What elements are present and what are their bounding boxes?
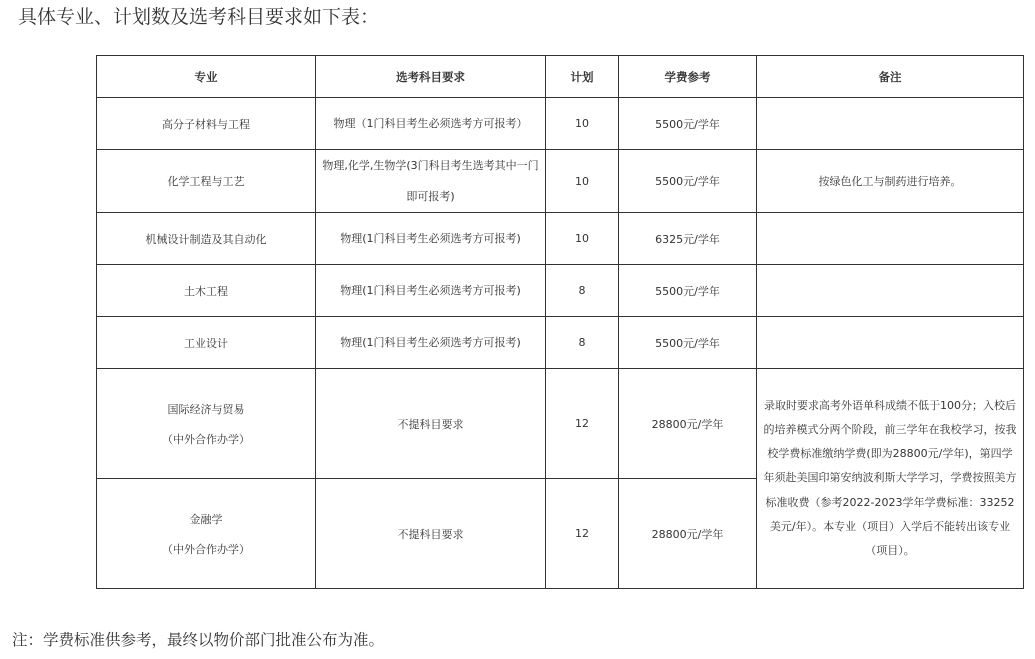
header-note: 备注 xyxy=(757,56,1024,98)
table-row xyxy=(97,98,1024,150)
fee-cell: 5500元/学年 xyxy=(619,265,757,317)
fee-cell: 5500元/学年 xyxy=(619,98,757,150)
major-name: 金融学 xyxy=(189,512,223,526)
major-cell: 高分子材料与工程 xyxy=(97,98,316,150)
shared-note-cell: 录取时要求高考外语单科成绩不低于100分；入校后的培养模式分两个阶段，前三学年在我校学习，按我校学费标准缴纳学费(即为28800元/学年)，第四学年须赴美国印第安纳波利斯大学学习，学费按照美方标准收费（参考2022-2023学年学费标准：33252美元/年）。本专业（项目）入学后不能转出该专业（项目）。 xyxy=(757,369,1024,589)
fee-cell: 5500元/学年 xyxy=(619,317,757,369)
note-cell xyxy=(757,317,1024,369)
plan-cell: 8 xyxy=(546,265,619,317)
note-cell xyxy=(757,265,1024,317)
fee-cell: 28800元/学年 xyxy=(619,369,757,479)
plan-cell: 8 xyxy=(546,317,619,369)
majors-table xyxy=(96,55,1024,589)
header-subject: 选考科目要求 xyxy=(316,56,546,98)
fee-cell: 6325元/学年 xyxy=(619,213,757,265)
subject-cell: 物理(1门科目考生必须选考方可报考) xyxy=(316,213,546,265)
note-cell: 按绿色化工与制药进行培养。 xyxy=(757,150,1024,213)
table-row xyxy=(97,265,1024,317)
major-name: 国际经济与贸易 xyxy=(167,402,245,416)
table-row xyxy=(97,150,1024,213)
plan-cell: 12 xyxy=(546,479,619,589)
header-fee: 学费参考 xyxy=(619,56,757,98)
major-subtitle: （中外合作办学） xyxy=(162,432,250,446)
subject-cell: 物理（1门科目考生必须选考方可报考） xyxy=(316,98,546,150)
major-cell: 土木工程 xyxy=(97,265,316,317)
major-cell xyxy=(97,479,316,589)
note-cell xyxy=(757,213,1024,265)
intro-heading: 具体专业、计划数及选考科目要求如下表： xyxy=(18,6,380,28)
plan-cell: 10 xyxy=(546,213,619,265)
subject-cell: 物理(1门科目考生必须选考方可报考) xyxy=(316,265,546,317)
major-cell xyxy=(97,369,316,479)
table-header-row xyxy=(97,56,1024,98)
fee-cell: 28800元/学年 xyxy=(619,479,757,589)
major-cell: 化学工程与工艺 xyxy=(97,150,316,213)
subject-cell: 不提科目要求 xyxy=(316,369,546,479)
plan-cell: 10 xyxy=(546,98,619,150)
subject-cell: 不提科目要求 xyxy=(316,479,546,589)
subject-cell: 物理,化学,生物学(3门科目考生选考其中一门即可报考) xyxy=(316,150,546,213)
subject-cell: 物理(1门科目考生必须选考方可报考) xyxy=(316,317,546,369)
major-subtitle: （中外合作办学） xyxy=(162,542,250,556)
major-cell: 机械设计制造及其自动化 xyxy=(97,213,316,265)
header-major: 专业 xyxy=(97,56,316,98)
header-plan: 计划 xyxy=(546,56,619,98)
table-row xyxy=(97,317,1024,369)
note-cell xyxy=(757,98,1024,150)
plan-cell: 12 xyxy=(546,369,619,479)
fee-footnote: 注：学费标准供参考，最终以物价部门批准公布为准。 xyxy=(12,631,385,649)
table-row xyxy=(97,369,1024,479)
major-cell: 工业设计 xyxy=(97,317,316,369)
plan-cell: 10 xyxy=(546,150,619,213)
table-row xyxy=(97,213,1024,265)
fee-cell: 5500元/学年 xyxy=(619,150,757,213)
